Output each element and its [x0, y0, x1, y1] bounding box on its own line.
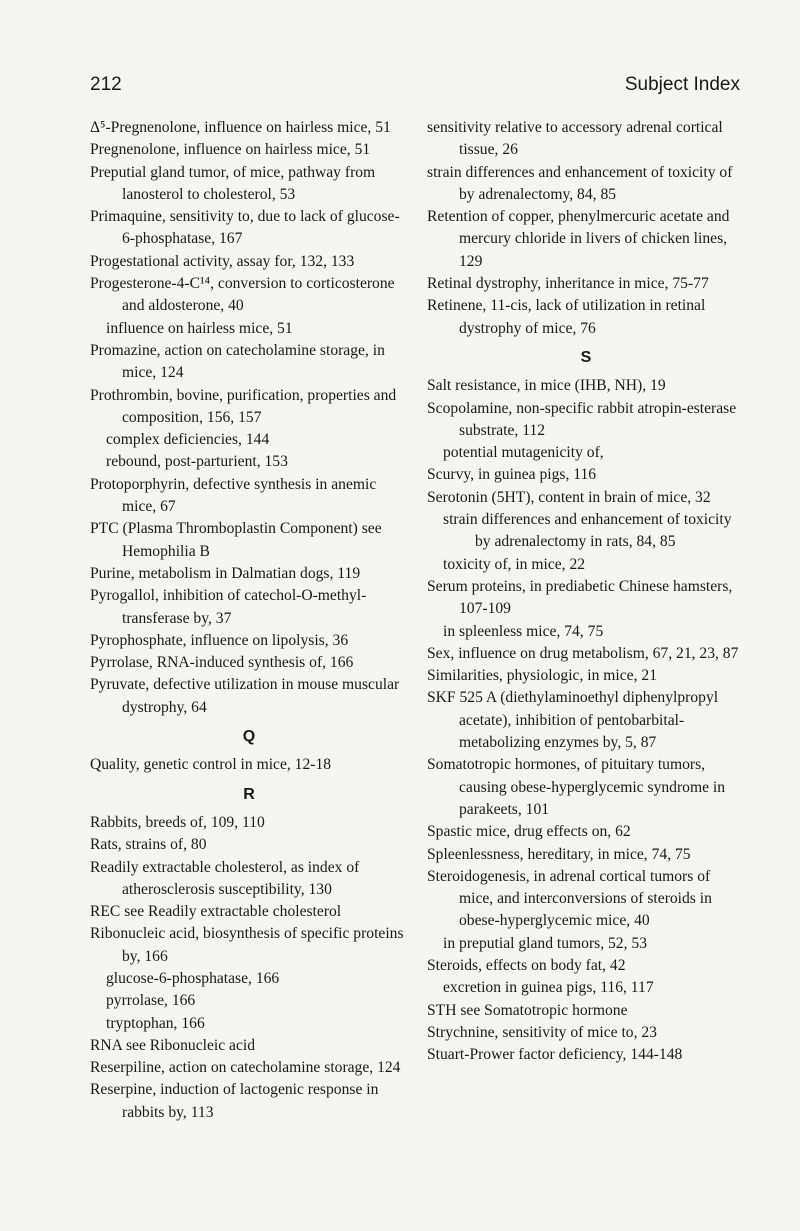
index-subentry: complex deficiencies, 144: [106, 431, 270, 449]
index-entry: Retinene, 11-cis, lack of utilization in retinal dystrophy of mice, 76: [427, 297, 706, 337]
index-entry: Sex, influence on drug metabolism, 67, 21, 23, 87: [427, 644, 739, 662]
index-entry: Pregnenolone, influence on hairless mice, 51: [90, 141, 371, 159]
index-subentry: in spleenless mice, 74, 75: [443, 622, 604, 640]
index-entry: Rats, strains of, 80: [90, 836, 207, 854]
index-entry: Serotonin (5HT), content in brain of mice, 32: [427, 488, 711, 506]
index-subentry: pyrrolase, 166: [106, 992, 196, 1010]
index-entry: strain differences and enhancement of toxicity of by adrenalectomy, 84, 85: [427, 163, 733, 203]
index-entry: Retinal dystrophy, inheritance in mice, 75-77: [427, 275, 709, 293]
index-entry: Prothrombin, bovine, purification, properties and composition, 156, 157: [90, 386, 397, 426]
index-entry: Primaquine, sensitivity to, due to lack of glucose-6-phosphatase, 167: [90, 208, 400, 248]
index-entry: Pyrophosphate, influence on lipolysis, 36: [90, 631, 349, 649]
index-subentry: in preputial gland tumors, 52, 53: [443, 934, 647, 952]
index-entry: SKF 525 A (diethylaminoethyl diphenylpropyl acetate), inhibition of pentobarbital-metabolizing enzymes by, 5, 87: [427, 689, 719, 752]
index-entry: Retention of copper, phenylmercuric acetate and mercury chloride in livers of chicken lines, 129: [427, 208, 730, 270]
index-entry: Salt resistance, in mice (IHB, NH), 19: [427, 377, 666, 395]
section-letter: S: [580, 348, 592, 366]
index-entry: Protoporphyrin, defective synthesis in anemic mice, 67: [90, 475, 377, 516]
index-entry: Ribonucleic acid, biosynthesis of specific proteins by, 166: [90, 925, 404, 965]
index-entry: PTC (Plasma Thromboplastin Component) see Hemophilia B: [90, 520, 382, 560]
index-entry: Stuart-Prower factor deficiency, 144-148: [427, 1046, 683, 1064]
index-entry: Steroids, effects on body fat, 42: [427, 956, 626, 974]
index-entry: RNA see Ribonucleic acid: [90, 1036, 255, 1054]
index-entry: Similarities, physiologic, in mice, 21: [427, 667, 657, 685]
index-subentry: influence on hairless mice, 51: [106, 319, 293, 337]
index-entry: Reserpiline, action on catecholamine storage, 124: [90, 1059, 401, 1077]
index-entry: Serum proteins, in prediabetic Chinese hamsters, 107-109: [427, 577, 733, 618]
index-entry: REC see Readily extractable cholesterol: [90, 903, 342, 921]
index-column-right: [427, 117, 745, 1066]
index-entry: Scurvy, in guinea pigs, 116: [427, 466, 597, 484]
index-entry: Promazine, action on catecholamine storage, in mice, 124: [90, 341, 385, 382]
index-entry: Progesterone-4-C¹⁴, conversion to corticosterone and aldosterone, 40: [90, 275, 395, 315]
page-number: 212: [90, 74, 122, 95]
index-subentry: strain differences and enhancement of toxicity by adrenalectomy in rats, 84, 85: [443, 511, 732, 551]
index-entry: Strychnine, sensitivity of mice to, 23: [427, 1023, 657, 1041]
index-entry: Δ⁵-Pregnenolone, influence on hairless mice, 51: [90, 119, 391, 136]
index-subentry: rebound, post-parturient, 153: [106, 453, 288, 471]
index-column-left: [90, 117, 408, 1124]
index-subentry: potential mutagenicity of,: [443, 444, 604, 462]
index-entry: Rabbits, breeds of, 109, 110: [90, 813, 265, 831]
index-entry: Purine, metabolism in Dalmatian dogs, 119: [90, 564, 361, 582]
index-subentry: toxicity of, in mice, 22: [443, 555, 586, 573]
section-letter: R: [243, 785, 255, 803]
index-subentry: tryptophan, 166: [106, 1014, 205, 1032]
index-entry: Spastic mice, drug effects on, 62: [427, 823, 631, 841]
running-head: Subject Index: [624, 74, 740, 95]
index-entry: Preputial gland tumor, of mice, pathway from lanosterol to cholesterol, 53: [90, 163, 376, 203]
page-header: [90, 74, 740, 104]
index-entry: Scopolamine, non-specific rabbit atropin-esterase substrate, 112: [427, 399, 737, 439]
index-entry: Steroidogenesis, in adrenal cortical tumors of mice, and interconversions of steroids in obese-hyperglycemic mice, 40: [427, 867, 712, 930]
index-entry: sensitivity relative to accessory adrenal cortical tissue, 26: [427, 119, 723, 159]
index-entry: Pyrrolase, RNA-induced synthesis of, 166: [90, 654, 354, 672]
index-entry: Reserpine, induction of lactogenic response in rabbits by, 113: [90, 1081, 379, 1121]
index-subentry: excretion in guinea pigs, 116, 117: [443, 979, 654, 997]
index-entry: Quality, genetic control in mice, 12-18: [90, 756, 332, 774]
section-letter: Q: [242, 728, 256, 746]
index-entry: Pyrogallol, inhibition of catechol-O-methyl-transferase by, 37: [90, 587, 367, 627]
index-entry: Readily extractable cholesterol, as index of atherosclerosis susceptibility, 130: [90, 858, 360, 898]
index-entry: Spleenlessness, hereditary, in mice, 74, 75: [427, 845, 691, 863]
index-entry: STH see Somatotropic hormone: [427, 1001, 628, 1019]
index-entry: Pyruvate, defective utilization in mouse muscular dystrophy, 64: [90, 676, 400, 716]
index-subentry: glucose-6-phosphatase, 166: [106, 969, 280, 987]
index-entry: Somatotropic hormones, of pituitary tumors, causing obese-hyperglycemic syndrome in parakeets, 101: [427, 756, 726, 818]
index-entry: Progestational activity, assay for, 132, 133: [90, 252, 355, 270]
